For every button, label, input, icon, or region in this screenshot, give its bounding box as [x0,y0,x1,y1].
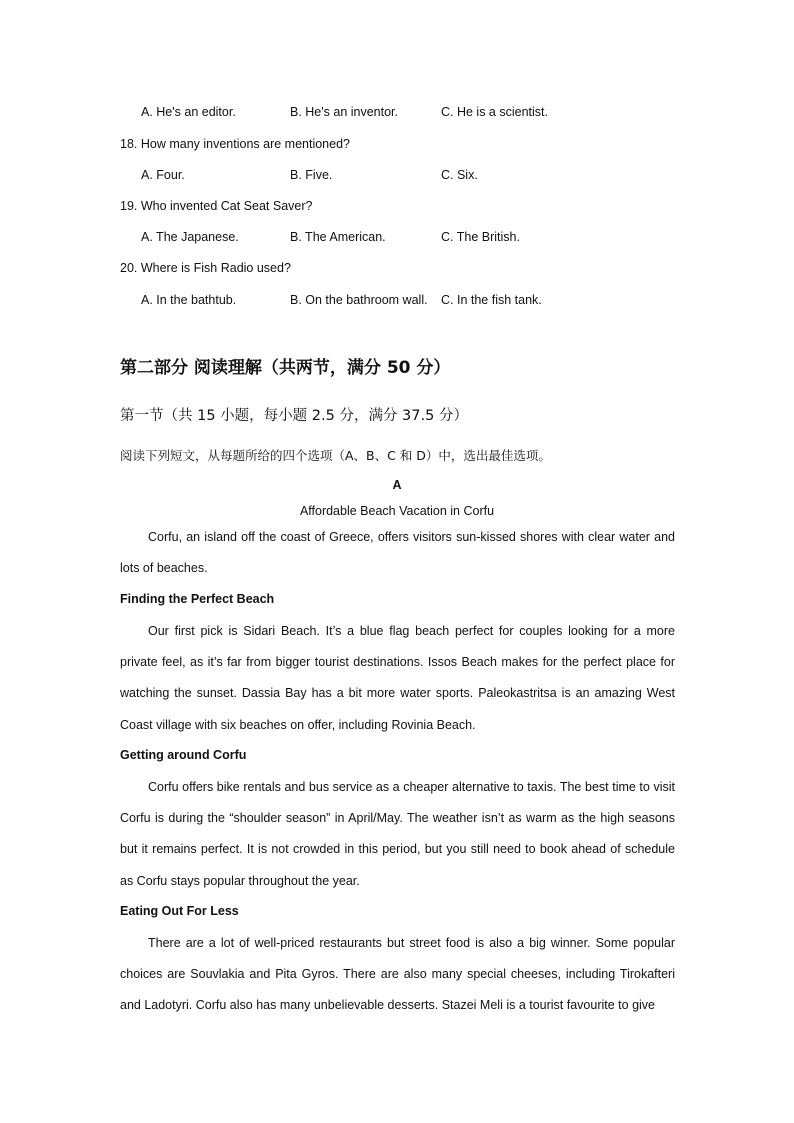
q17-option-b: B. He's an inventor. [290,105,399,119]
section-text-beach-body: Our first pick is Sidari Beach. It’s a blue flag beach perfect for couples looking for a more private feel, as it’s far from bigger tourist destinations. Issos Beach makes for the perfect place for watching the sunset. Dassia Bay has a bit more water sports. Paleokastritsa is an amazing West Coast village with six beaches on offer, including Rovinia Beach. [120,624,675,732]
section-text-getting-around-body: Corfu offers bike rentals and bus service as a cheaper alternative to taxis. The best time to visit Corfu is during the “shoulder season” in April/May. The weather isn’t as warm as the high seasons but it remains perfect. It is not crowded in this period, but you still need to book ahead of schedule as Corfu stays popular throughout the year. [120,780,675,888]
q20-option-a: A. In the bathtub. [141,293,237,307]
q18-stem: 18. How many inventions are mentioned? [120,137,350,151]
passage-title: Affordable Beach Vacation in Corfu [299,504,495,518]
part2-title: 第二部分 阅读理解（共两节，满分 50 分） [120,358,451,378]
q17-option-c: C. He is a scientist. [441,105,548,119]
q20-option-c: C. In the fish tank. [441,293,542,307]
passage-intro-text: Corfu, an island off the coast of Greece, offers visitors sun-kissed shores with clear water and lots of beaches. [120,530,675,576]
q18-option-b: B. Five. [290,168,333,182]
q18-option-c: C. Six. [441,168,478,182]
section-text-eating [120,928,675,1022]
section-heading-eating: Eating Out For Less [120,904,239,918]
section-heading-getting-around: Getting around Corfu [120,748,247,762]
q18-option-a: A. Four. [141,168,185,182]
passage-intro [120,522,675,584]
q19-option-b: B. The American. [290,230,386,244]
section1-title: 第一节（共 15 小题，每小题 2.5 分，满分 37.5 分） [120,408,468,424]
reading-instruction: 阅读下列短文，从每题所给的四个选项（A、B、C 和 D）中，选出最佳选项。 [120,448,551,463]
section-text-beach [120,616,675,741]
q20-option-b: B. On the bathroom wall. [290,293,428,307]
passage-letter: A [392,478,402,492]
section-text-getting-around [120,772,675,897]
q19-option-c: C. The British. [441,230,520,244]
q19-stem: 19. Who invented Cat Seat Saver? [120,199,313,213]
q20-stem: 20. Where is Fish Radio used? [120,261,291,275]
q19-option-a: A. The Japanese. [141,230,239,244]
section-text-eating-body: There are a lot of well-priced restaurants but street food is also a big winner. Some popular choices are Souvlakia and Pita Gyros. There are also many special cheeses, including Tirokafteri and Ladotyri. Corfu also has many unbelievable desserts. Stazei Meli is a tourist favourite to give [120,936,675,1013]
q17-option-a: A. He's an editor. [141,105,236,119]
section-heading-beach: Finding the Perfect Beach [120,592,275,606]
